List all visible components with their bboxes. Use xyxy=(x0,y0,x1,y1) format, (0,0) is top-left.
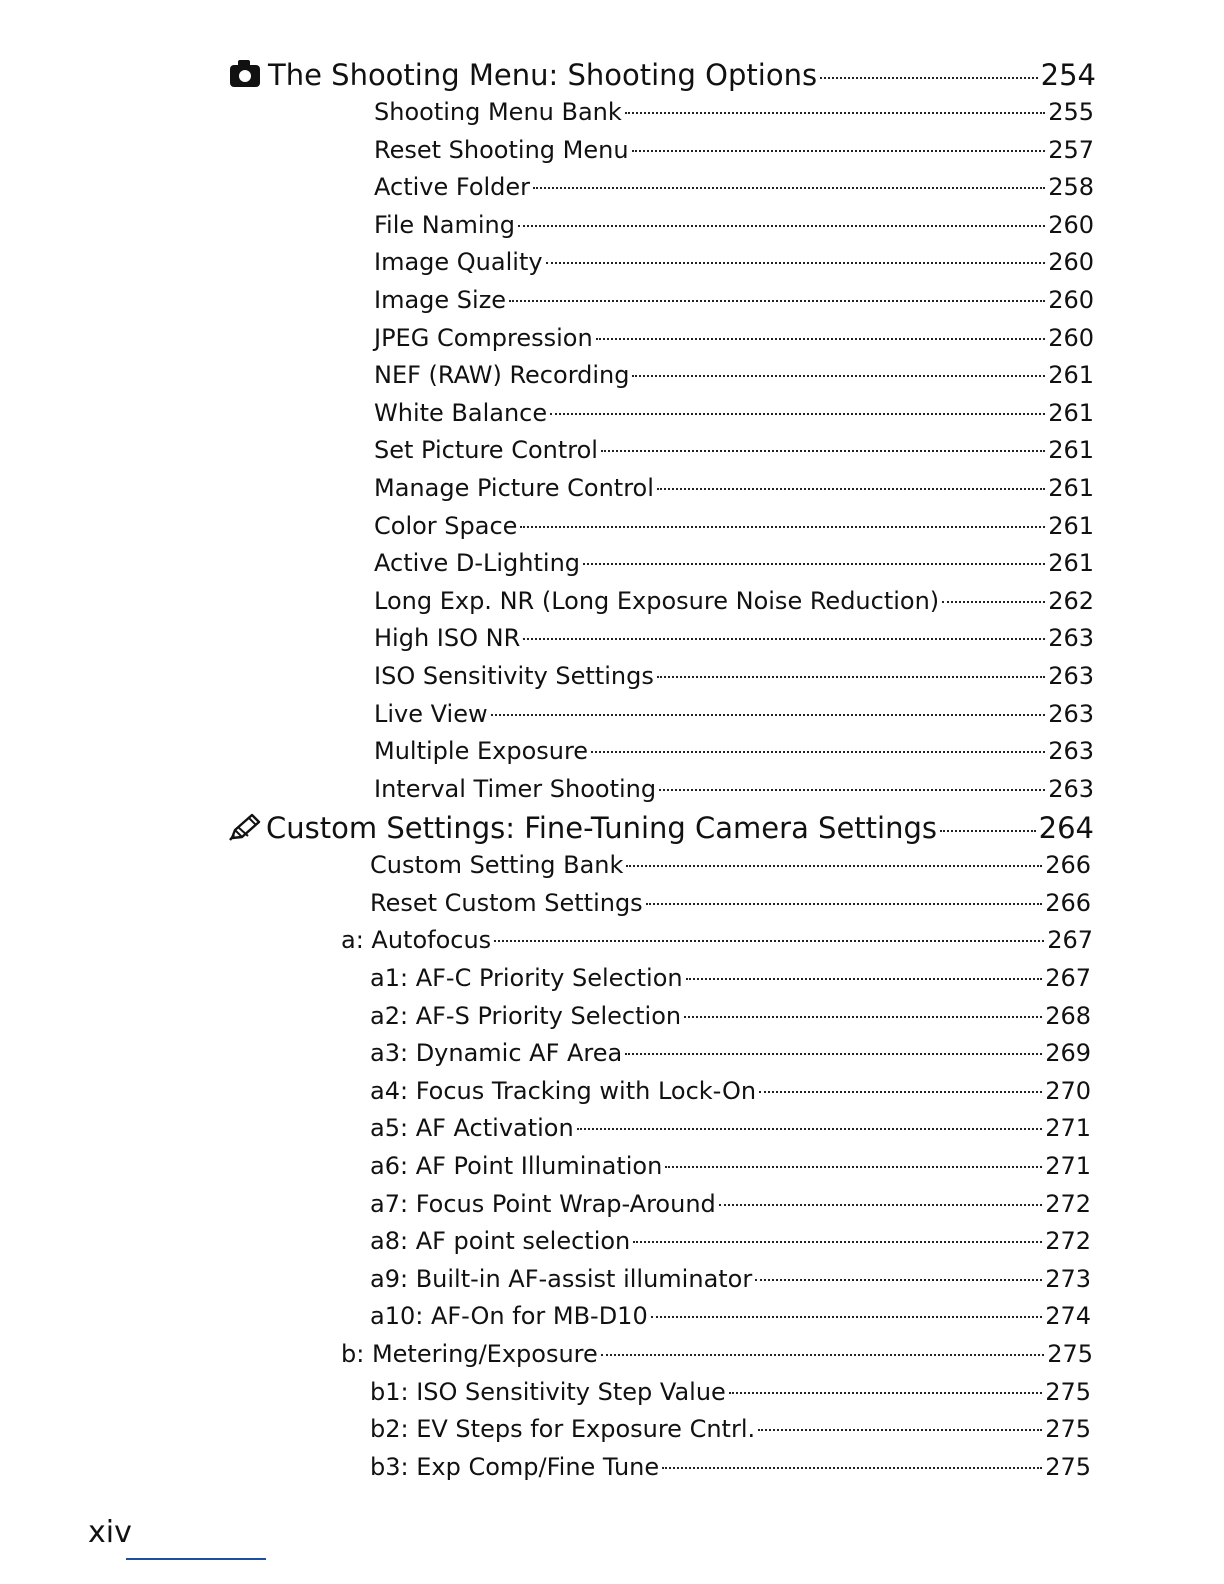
dot-leader xyxy=(759,1091,1042,1093)
toc-entry-label: Multiple Exposure xyxy=(374,737,589,766)
dot-leader xyxy=(523,638,1045,640)
dot-leader xyxy=(596,338,1046,340)
toc-page-number: 262 xyxy=(1048,586,1094,615)
dot-leader xyxy=(632,375,1045,377)
dot-leader xyxy=(684,1016,1042,1018)
toc-page-number: 260 xyxy=(1048,285,1094,314)
toc-entry-label: a: Autofocus xyxy=(341,926,492,955)
toc-entry-label: Reset Custom Settings xyxy=(370,888,643,917)
dot-leader xyxy=(625,112,1045,114)
toc-entry[interactable] xyxy=(374,696,1094,734)
toc-entry-label: a1: AF-C Priority Selection xyxy=(370,964,683,993)
toc-entry[interactable] xyxy=(370,1035,1091,1073)
toc-entry[interactable] xyxy=(370,1148,1091,1186)
toc-page-number: 255 xyxy=(1048,98,1094,126)
toc-page-number: 263 xyxy=(1048,737,1094,766)
dot-leader xyxy=(942,601,1045,603)
dot-leader xyxy=(601,1354,1044,1356)
toc-entry-label: Image Size xyxy=(374,285,507,314)
toc-page-number: 260 xyxy=(1048,323,1094,352)
toc-entry-label: a9: Built-in AF-assist illuminator xyxy=(370,1264,753,1293)
toc-entry[interactable] xyxy=(374,771,1094,809)
toc-entry-label: a3: Dynamic AF Area xyxy=(370,1039,623,1068)
toc-subsection[interactable] xyxy=(341,922,1093,960)
toc-entry-label: Interval Timer Shooting xyxy=(374,774,657,803)
dot-leader xyxy=(577,1128,1042,1130)
toc-page-number: 272 xyxy=(1045,1227,1091,1256)
toc-page-number: 274 xyxy=(1045,1302,1091,1331)
dot-leader xyxy=(657,676,1045,678)
toc-entry-label: a4: Focus Tracking with Lock-On xyxy=(370,1076,757,1105)
dot-leader xyxy=(626,865,1042,867)
toc-entry-label: Custom Settings: Fine-Tuning Camera Settings xyxy=(266,811,938,846)
toc-page-number: 254 xyxy=(1040,58,1096,92)
toc-entry-label: a8: AF point selection xyxy=(370,1227,631,1256)
toc-entry[interactable] xyxy=(370,960,1091,998)
dot-leader xyxy=(509,300,1045,302)
toc-page-number: 270 xyxy=(1045,1076,1091,1105)
toc-entry-label: b1: ISO Sensitivity Step Value xyxy=(370,1377,726,1406)
toc-page-number: 261 xyxy=(1048,549,1094,578)
dot-leader xyxy=(491,714,1046,716)
toc-entry[interactable] xyxy=(374,583,1094,621)
dot-leader xyxy=(550,413,1045,415)
dot-leader xyxy=(659,789,1045,791)
toc-entry[interactable] xyxy=(374,357,1094,395)
toc-entry-label: a7: Focus Point Wrap-Around xyxy=(370,1189,716,1218)
toc-entry-label: Reset Shooting Menu xyxy=(374,135,629,164)
toc-entry[interactable] xyxy=(374,733,1094,771)
toc-entry-label: a10: AF-On for MB-D10 xyxy=(370,1302,648,1331)
toc-page-number: 261 xyxy=(1048,436,1094,465)
toc-entry-label: JPEG Compression xyxy=(374,323,593,352)
dot-leader xyxy=(632,150,1046,152)
dot-leader xyxy=(719,1204,1042,1206)
dot-leader xyxy=(662,1467,1042,1469)
dot-leader xyxy=(686,978,1043,980)
toc-subsection[interactable] xyxy=(341,1336,1093,1374)
toc-entry[interactable] xyxy=(370,1186,1091,1224)
toc-entry-label: Manage Picture Control xyxy=(374,473,654,502)
table-of-contents xyxy=(0,56,1224,1486)
dot-leader xyxy=(625,1053,1042,1055)
dot-leader xyxy=(546,262,1046,264)
toc-page-number: 260 xyxy=(1048,248,1094,277)
toc-entry[interactable] xyxy=(374,169,1094,207)
toc-entry-label: The Shooting Menu: Shooting Options xyxy=(268,58,818,92)
toc-entry[interactable] xyxy=(374,395,1094,433)
toc-page-number: 272 xyxy=(1045,1189,1091,1218)
toc-page-number: 271 xyxy=(1045,1152,1091,1181)
toc-entry-label: Active Folder xyxy=(374,173,531,202)
toc-entry[interactable] xyxy=(374,620,1094,658)
toc-page-number: 273 xyxy=(1045,1264,1091,1293)
toc-entry[interactable] xyxy=(370,847,1091,885)
toc-page-number: 261 xyxy=(1048,398,1094,427)
toc-entry-label: Live View xyxy=(374,699,488,728)
toc-entry-label: File Naming xyxy=(374,210,515,239)
toc-entry-label: High ISO NR xyxy=(374,624,521,653)
toc-entry-label: a5: AF Activation xyxy=(370,1114,574,1143)
toc-entry-label: Active D-Lighting xyxy=(374,549,581,578)
toc-page-number: 275 xyxy=(1047,1340,1093,1368)
dot-leader xyxy=(651,1316,1042,1318)
toc-entry[interactable] xyxy=(370,998,1091,1036)
dot-leader xyxy=(601,450,1045,452)
toc-page-number: 261 xyxy=(1048,361,1094,390)
toc-entry[interactable] xyxy=(370,1223,1091,1261)
toc-page-number: 275 xyxy=(1045,1377,1091,1406)
toc-entry[interactable] xyxy=(374,132,1094,170)
dot-leader xyxy=(533,187,1045,189)
toc-page-number: 263 xyxy=(1048,699,1094,728)
camera-icon xyxy=(230,62,268,90)
toc-page-number: 263 xyxy=(1048,624,1094,653)
dot-leader xyxy=(646,903,1043,905)
toc-entry-label: Long Exp. NR (Long Exposure Noise Reduction) xyxy=(374,586,940,615)
toc-entry[interactable] xyxy=(374,545,1094,583)
dot-leader xyxy=(494,940,1044,942)
pencil-icon xyxy=(228,812,266,843)
toc-page-number: 257 xyxy=(1048,135,1094,164)
dot-leader xyxy=(633,1241,1042,1243)
toc-entry[interactable] xyxy=(370,1261,1091,1299)
toc-page-number: 258 xyxy=(1048,173,1094,202)
toc-entry[interactable] xyxy=(374,282,1094,320)
toc-page-number: 261 xyxy=(1048,511,1094,540)
toc-entry[interactable] xyxy=(370,885,1091,923)
dot-leader xyxy=(657,488,1045,490)
dot-leader xyxy=(518,225,1045,227)
toc-entry-label: b2: EV Steps for Exposure Cntrl. xyxy=(370,1415,756,1444)
dot-leader xyxy=(758,1429,1042,1431)
toc-entry-label: Set Picture Control xyxy=(374,436,598,465)
toc-page-number: 263 xyxy=(1048,661,1094,690)
toc-entry[interactable] xyxy=(374,508,1094,546)
toc-entry-label: Custom Setting Bank xyxy=(370,851,624,880)
toc-entry-label: Color Space xyxy=(374,511,518,540)
page-number: xiv xyxy=(88,1515,132,1550)
toc-entry-label: b: Metering/Exposure xyxy=(341,1340,598,1368)
toc-entry-label: NEF (RAW) Recording xyxy=(374,361,630,390)
toc-page-number: 266 xyxy=(1045,851,1091,880)
dot-leader xyxy=(591,751,1045,753)
toc-page-number: 268 xyxy=(1045,1001,1091,1030)
toc-entry[interactable] xyxy=(374,658,1094,696)
toc-entry-label: a2: AF-S Priority Selection xyxy=(370,1001,682,1030)
toc-entry[interactable] xyxy=(370,1449,1091,1487)
toc-page-number: 264 xyxy=(1038,811,1094,846)
toc-entry[interactable] xyxy=(370,1110,1091,1148)
toc-page-number: 271 xyxy=(1045,1114,1091,1143)
dot-leader xyxy=(940,830,1036,832)
dot-leader xyxy=(755,1279,1042,1281)
page-footer xyxy=(88,1515,268,1550)
dot-leader xyxy=(583,563,1045,565)
toc-page-number: 261 xyxy=(1048,473,1094,502)
toc-entry-label: a6: AF Point Illumination xyxy=(370,1152,663,1181)
toc-page-number: 267 xyxy=(1045,964,1091,993)
toc-entry[interactable] xyxy=(374,320,1094,358)
toc-page-number: 263 xyxy=(1048,774,1094,803)
dot-leader xyxy=(665,1166,1042,1168)
toc-entry[interactable] xyxy=(370,1298,1091,1336)
toc-entry-label: ISO Sensitivity Settings xyxy=(374,661,654,690)
toc-page-number: 260 xyxy=(1048,210,1094,239)
toc-entry[interactable] xyxy=(374,432,1094,470)
toc-entry[interactable] xyxy=(370,1374,1091,1412)
toc-entry[interactable] xyxy=(374,244,1094,282)
toc-page-number: 266 xyxy=(1045,888,1091,917)
dot-leader xyxy=(520,526,1045,528)
toc-entry-label: Shooting Menu Bank xyxy=(374,98,622,126)
toc-page-number: 275 xyxy=(1045,1415,1091,1444)
toc-entry-label: Image Quality xyxy=(374,248,543,277)
toc-entry-label: b3: Exp Comp/Fine Tune xyxy=(370,1452,660,1481)
toc-entry[interactable] xyxy=(370,1411,1091,1449)
section-heading[interactable] xyxy=(230,56,1096,94)
dot-leader xyxy=(729,1392,1042,1394)
toc-entry[interactable] xyxy=(374,207,1094,245)
toc-page-number: 267 xyxy=(1047,926,1093,955)
toc-entry[interactable] xyxy=(370,1073,1091,1111)
toc-entry[interactable] xyxy=(374,94,1094,132)
toc-page-number: 275 xyxy=(1045,1452,1091,1481)
toc-entry[interactable] xyxy=(374,470,1094,508)
toc-entry-label: White Balance xyxy=(374,398,548,427)
dot-leader xyxy=(820,77,1038,79)
section-heading[interactable] xyxy=(228,809,1094,847)
toc-page-number: 269 xyxy=(1045,1039,1091,1068)
footer-rule xyxy=(126,1558,266,1560)
